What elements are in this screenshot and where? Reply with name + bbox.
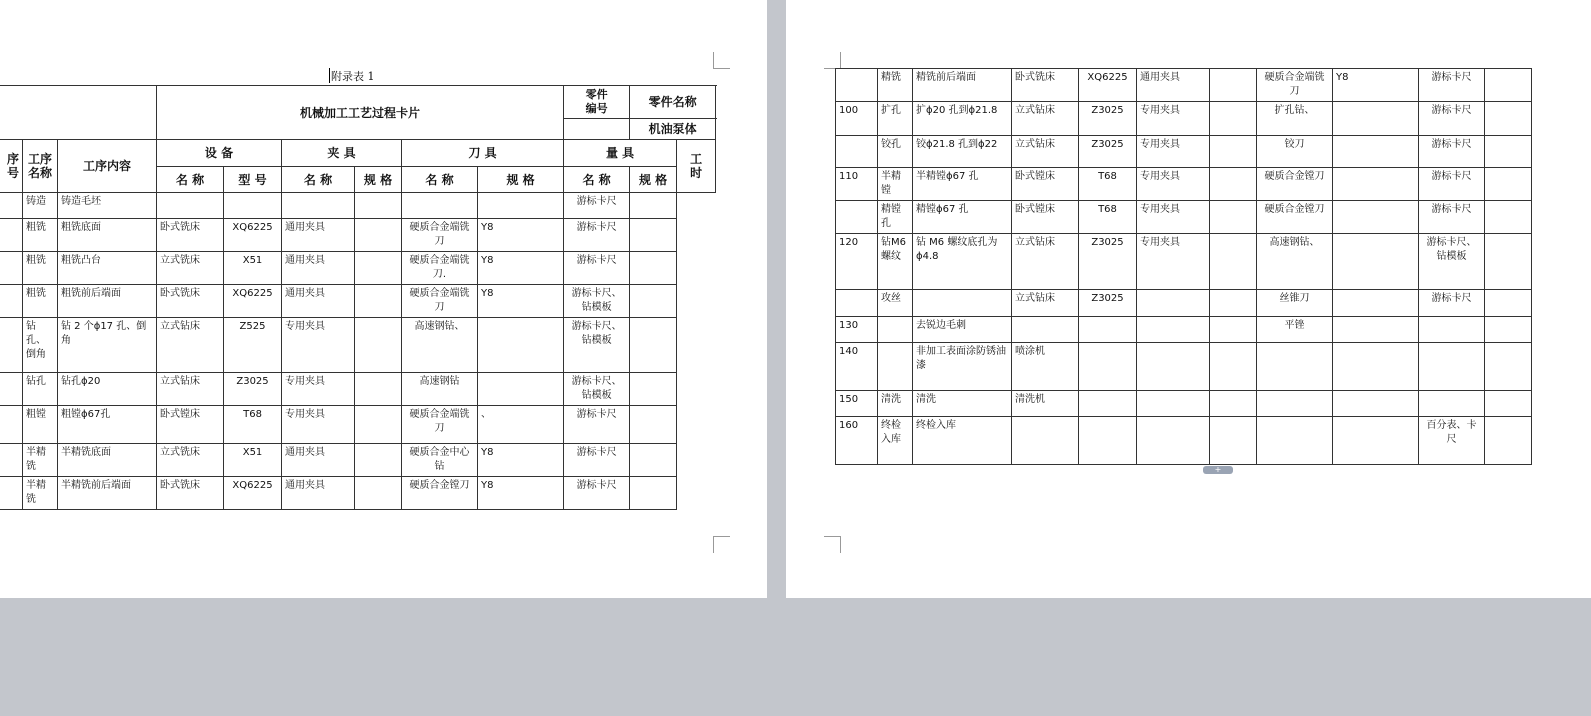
- cell-content: 非加工表面涂防锈油漆: [913, 343, 1012, 391]
- cell-time: [630, 406, 677, 444]
- cell-gauge: 游标卡尺: [1419, 201, 1485, 234]
- cell-gauge: [1419, 317, 1485, 343]
- cell-model: Z525: [224, 318, 282, 373]
- seq-label: 序 号: [0, 140, 23, 193]
- cell-tool: 硬质合金镗刀: [1257, 201, 1333, 234]
- cell-content: 粗铣凸台: [58, 252, 157, 285]
- cell-no: 100: [836, 102, 878, 136]
- cell-eq: 立式钻床: [157, 373, 224, 406]
- cell-eq: 喷涂机: [1012, 343, 1079, 391]
- cell-fx: 通用夹具: [282, 285, 355, 318]
- cell-content: 半精铣前后端面: [58, 477, 157, 510]
- corner-mark: [824, 52, 841, 69]
- table-row: [836, 317, 1591, 343]
- cell-time: [630, 444, 677, 477]
- cell-op: [878, 343, 913, 391]
- cell-content: 去锐边毛刺: [913, 317, 1012, 343]
- cell-no: [0, 252, 23, 285]
- cell-eq: 卧式铣床: [157, 477, 224, 510]
- cell-content: 清洗: [913, 391, 1012, 417]
- cell-tool: 扩孔钻、: [1257, 102, 1333, 136]
- cell-gauge: [1419, 343, 1485, 391]
- cell-fs: [355, 285, 402, 318]
- cell-fs: [355, 477, 402, 510]
- cell-op: 半精镗: [878, 168, 913, 201]
- cell-eq: 立式钻床: [1012, 234, 1079, 290]
- cell-no: [0, 219, 23, 252]
- table-row: [0, 406, 716, 444]
- cell-op: [878, 317, 913, 343]
- cell-eq: 立式钻床: [1012, 290, 1079, 317]
- cell-fx: 专用夹具: [282, 318, 355, 373]
- table-row: [836, 102, 1591, 136]
- cell-time: [630, 252, 677, 285]
- table-row: [836, 234, 1591, 290]
- cell-eq: 清洗机: [1012, 391, 1079, 417]
- table-row: [836, 168, 1591, 201]
- cell-eq: [1012, 317, 1079, 343]
- cell-no: 160: [836, 417, 878, 465]
- cell-fx: 专用夹具: [1137, 234, 1210, 290]
- cell-op: 扩孔: [878, 102, 913, 136]
- cell-time: [1485, 234, 1532, 290]
- table-row: [0, 373, 716, 406]
- cell-fs: [355, 444, 402, 477]
- equipment-name-label: 名 称: [157, 167, 224, 193]
- table-row: [836, 69, 1591, 102]
- cell-no: [0, 477, 23, 510]
- equipment-label: 设 备: [157, 140, 282, 167]
- cell-op: 钻孔、倒角: [23, 318, 58, 373]
- cell-tool: 高速钢钻: [402, 373, 478, 406]
- cell-fs: [1210, 343, 1257, 391]
- cell-content: 钻 2 个ϕ17 孔、倒角: [58, 318, 157, 373]
- cell-eq: 立式铣床: [157, 444, 224, 477]
- cell-fx: [1137, 290, 1210, 317]
- cell-eq: 卧式镗床: [157, 406, 224, 444]
- cell-fx: 通用夹具: [282, 219, 355, 252]
- table-row: [836, 290, 1591, 317]
- process-card-table-left: [0, 85, 716, 510]
- equipment-model-label: 型 号: [224, 167, 282, 193]
- cell-op: 粗铣: [23, 219, 58, 252]
- cell-no: [0, 318, 23, 373]
- document-page-left[interactable]: [0, 0, 767, 598]
- cell-time: [1485, 343, 1532, 391]
- cell-no: 110: [836, 168, 878, 201]
- cell-gauge: [1419, 391, 1485, 417]
- tool-name-label: 名 称: [402, 167, 478, 193]
- cell-eq: 卧式铣床: [157, 285, 224, 318]
- cell-fx: 通用夹具: [282, 252, 355, 285]
- cell-ts: [1333, 102, 1419, 136]
- cell-tool: 硬质合金镗刀: [402, 477, 478, 510]
- cell-gauge: 游标卡尺: [564, 252, 630, 285]
- cell-fx: 专用夹具: [1137, 102, 1210, 136]
- cell-op: 清洗: [878, 391, 913, 417]
- table-row: [836, 417, 1591, 465]
- cell-fx: [1137, 417, 1210, 465]
- table-row: [836, 136, 1591, 168]
- cell-no: [836, 136, 878, 168]
- cell-model: Z3025: [1079, 290, 1137, 317]
- cell-ts: [478, 318, 564, 373]
- table-row: [0, 477, 716, 510]
- proc-content-label: 工序内容: [58, 140, 157, 193]
- cell-op: 半精铣: [23, 477, 58, 510]
- cell-no: 150: [836, 391, 878, 417]
- cell-ts: [1333, 343, 1419, 391]
- cell-fs: [1210, 136, 1257, 168]
- cell-time: [630, 477, 677, 510]
- cell-no: [836, 69, 878, 102]
- fixture-label: 夹 具: [282, 140, 402, 167]
- cell-tool: [1257, 417, 1333, 465]
- cell-model: X51: [224, 252, 282, 285]
- tool-label: 刀 具: [402, 140, 564, 167]
- cell-fs: [1210, 290, 1257, 317]
- cell-ts: Y8: [478, 285, 564, 318]
- corner-mark: [713, 536, 730, 553]
- cell-fx: 专用夹具: [282, 406, 355, 444]
- cell-fx: [1137, 317, 1210, 343]
- cell-time: [630, 219, 677, 252]
- cell-content: 终检入库: [913, 417, 1012, 465]
- cell-fs: [1210, 69, 1257, 102]
- cell-fs: [355, 252, 402, 285]
- cell-gauge: 游标卡尺: [564, 444, 630, 477]
- cell-eq: [157, 193, 224, 219]
- cell-no: [0, 193, 23, 219]
- corner-mark: [713, 52, 730, 69]
- time-label: 工 时: [677, 140, 716, 193]
- cell-tool: 硬质合金端铣刀: [402, 285, 478, 318]
- cell-no: [836, 201, 878, 234]
- gauge-label: 量 具: [564, 140, 677, 167]
- cell-no: 130: [836, 317, 878, 343]
- fixture-name-label: 名 称: [282, 167, 355, 193]
- cell-time: [1485, 102, 1532, 136]
- cell-op: 攻丝: [878, 290, 913, 317]
- cell-ts: Y8: [478, 219, 564, 252]
- cell-tool: 硬质合金端铣刀: [1257, 69, 1333, 102]
- cell-time: [1485, 69, 1532, 102]
- cell-time: [630, 285, 677, 318]
- cell-time: [1485, 391, 1532, 417]
- cell-fs: [1210, 234, 1257, 290]
- cell-time: [630, 373, 677, 406]
- cell-model: Z3025: [224, 373, 282, 406]
- cell-gauge: 百分表、卡尺: [1419, 417, 1485, 465]
- cell-ts: 、: [478, 406, 564, 444]
- cell-eq: 卧式镗床: [1012, 201, 1079, 234]
- cell-content: 粗镗ϕ67孔: [58, 406, 157, 444]
- cell-no: [0, 373, 23, 406]
- cell-gauge: 游标卡尺: [1419, 290, 1485, 317]
- cell-op: 粗铣: [23, 285, 58, 318]
- cell-fx: [282, 193, 355, 219]
- cell-eq: 卧式铣床: [157, 219, 224, 252]
- cell-fs: [1210, 201, 1257, 234]
- table-resize-handle[interactable]: +: [1203, 466, 1233, 474]
- cell-model: Z3025: [1079, 102, 1137, 136]
- cell-content: 钻 M6 螺纹底孔为ϕ4.8: [913, 234, 1012, 290]
- cell-ts: [1333, 417, 1419, 465]
- cell-tool: 高速钢钻、: [1257, 234, 1333, 290]
- cell-time: [1485, 417, 1532, 465]
- cell-time: [1485, 136, 1532, 168]
- cell-fx: 专用夹具: [1137, 201, 1210, 234]
- cell-model: [1079, 391, 1137, 417]
- cell-gauge: 游标卡尺: [1419, 136, 1485, 168]
- fixture-spec-label: 规 格: [355, 167, 402, 193]
- cell-op: 钻M6螺纹: [878, 234, 913, 290]
- cell-gauge: 游标卡尺、钻模板: [564, 285, 630, 318]
- cell-gauge: 游标卡尺: [564, 193, 630, 219]
- cell-no: [0, 444, 23, 477]
- cell-content: 半精镗ϕ67 孔: [913, 168, 1012, 201]
- tool-spec-label: 规 格: [478, 167, 564, 193]
- cell-content: 粗铣前后端面: [58, 285, 157, 318]
- cell-fx: 通用夹具: [282, 477, 355, 510]
- cell-model: Z3025: [1079, 234, 1137, 290]
- cell-ts: [1333, 391, 1419, 417]
- cell-model: [224, 193, 282, 219]
- cell-tool: [1257, 391, 1333, 417]
- cell-fs: [1210, 417, 1257, 465]
- cell-fs: [1210, 168, 1257, 201]
- gauge-spec-label: 规 格: [630, 167, 677, 193]
- cell-fs: [355, 406, 402, 444]
- table-row: [0, 285, 716, 318]
- part-no-value: [564, 119, 630, 140]
- cell-fs: [1210, 317, 1257, 343]
- cell-ts: Y8: [478, 477, 564, 510]
- cell-tool: 硬质合金镗刀: [1257, 168, 1333, 201]
- cell-fx: 专用夹具: [1137, 168, 1210, 201]
- cell-op: 铰孔: [878, 136, 913, 168]
- cell-fs: [355, 318, 402, 373]
- cell-model: T68: [1079, 168, 1137, 201]
- cell-content: 粗铣底面: [58, 219, 157, 252]
- cell-model: XQ6225: [224, 285, 282, 318]
- cell-ts: Y8: [1333, 69, 1419, 102]
- table-row: [0, 318, 716, 373]
- cell-model: Z3025: [1079, 136, 1137, 168]
- cell-op: 精铣: [878, 69, 913, 102]
- cell-ts: Y8: [478, 252, 564, 285]
- cell-model: XQ6225: [224, 219, 282, 252]
- cell-tool: 铰刀: [1257, 136, 1333, 168]
- text-cursor: [329, 68, 330, 83]
- cell-ts: [478, 193, 564, 219]
- cell-ts: [1333, 136, 1419, 168]
- cell-gauge: 游标卡尺: [1419, 168, 1485, 201]
- cell-fs: [1210, 102, 1257, 136]
- cell-model: XQ6225: [1079, 69, 1137, 102]
- cell-gauge: 游标卡尺: [564, 477, 630, 510]
- cell-ts: [1333, 317, 1419, 343]
- cell-fx: 专用夹具: [282, 373, 355, 406]
- cell-content: 扩ϕ20 孔到ϕ21.8: [913, 102, 1012, 136]
- cell-no: 140: [836, 343, 878, 391]
- cell-fx: [1137, 343, 1210, 391]
- part-name-value: 机油泵体: [630, 119, 716, 140]
- cell-tool: 平锉: [1257, 317, 1333, 343]
- cell-ts: [478, 373, 564, 406]
- cell-tool: 硬质合金中心钻: [402, 444, 478, 477]
- cell-tool: 硬质合金端铣刀.: [402, 252, 478, 285]
- cell-gauge: 游标卡尺: [1419, 102, 1485, 136]
- cell-no: 120: [836, 234, 878, 290]
- cell-tool: 硬质合金端铣刀: [402, 406, 478, 444]
- cell-content: 半精铣底面: [58, 444, 157, 477]
- part-no-label: 零件 编号: [564, 86, 630, 119]
- cell-tool: 高速钢钻、: [402, 318, 478, 373]
- cell-ts: [1333, 234, 1419, 290]
- table-row: [836, 343, 1591, 391]
- cell-eq: 立式铣床: [157, 252, 224, 285]
- cell-time: [1485, 168, 1532, 201]
- cell-fs: [355, 193, 402, 219]
- cell-eq: 卧式铣床: [1012, 69, 1079, 102]
- process-card-table-right: [835, 68, 1591, 465]
- cell-op: 半精铣: [23, 444, 58, 477]
- cell-time: [1485, 317, 1532, 343]
- cell-content: [913, 290, 1012, 317]
- cell-tool: [402, 193, 478, 219]
- table-row: [0, 193, 716, 219]
- cell-time: [630, 193, 677, 219]
- table-caption: 附录表 1: [331, 70, 375, 83]
- cell-no: [836, 290, 878, 317]
- cell-gauge: 游标卡尺: [564, 219, 630, 252]
- cell-tool: 硬质合金端铣刀: [402, 219, 478, 252]
- table-row: [836, 201, 1591, 234]
- table-row: [0, 444, 716, 477]
- cell-op: 终检入库: [878, 417, 913, 465]
- cell-fs: [355, 373, 402, 406]
- cell-content: 钻孔ϕ20: [58, 373, 157, 406]
- cell-eq: 立式钻床: [1012, 136, 1079, 168]
- cell-content: 精镗ϕ67 孔: [913, 201, 1012, 234]
- cell-gauge: 游标卡尺: [564, 406, 630, 444]
- cell-fx: 专用夹具: [1137, 136, 1210, 168]
- cell-model: [1079, 317, 1137, 343]
- cell-fs: [1210, 391, 1257, 417]
- cell-model: [1079, 417, 1137, 465]
- cell-op: 粗铣: [23, 252, 58, 285]
- cell-fx: 通用夹具: [1137, 69, 1210, 102]
- cell-tool: 丝锥刀: [1257, 290, 1333, 317]
- cell-ts: [1333, 201, 1419, 234]
- cell-gauge: 游标卡尺、钻模板: [564, 318, 630, 373]
- cell-op: 精镗孔: [878, 201, 913, 234]
- cell-model: XQ6225: [224, 477, 282, 510]
- cell-model: X51: [224, 444, 282, 477]
- cell-ts: Y8: [478, 444, 564, 477]
- cell-eq: 卧式镗床: [1012, 168, 1079, 201]
- cell-model: T68: [224, 406, 282, 444]
- cell-time: [1485, 290, 1532, 317]
- cell-no: [0, 406, 23, 444]
- cell-eq: 立式钻床: [1012, 102, 1079, 136]
- cell-fx: [1137, 391, 1210, 417]
- cell-fs: [355, 219, 402, 252]
- document-page-right[interactable]: [786, 0, 1591, 598]
- table-row: [836, 391, 1591, 417]
- header-blank: [0, 86, 157, 140]
- table-row: [0, 252, 716, 285]
- cell-op: 钻孔: [23, 373, 58, 406]
- cell-ts: [1333, 168, 1419, 201]
- cell-tool: [1257, 343, 1333, 391]
- part-name-label: 零件名称: [630, 86, 716, 119]
- cell-content: 精铣前后端面: [913, 69, 1012, 102]
- cell-eq: [1012, 417, 1079, 465]
- cell-model: [1079, 343, 1137, 391]
- cell-time: [1485, 201, 1532, 234]
- card-title: 机械加工工艺过程卡片: [157, 86, 564, 140]
- cell-model: T68: [1079, 201, 1137, 234]
- corner-mark: [824, 536, 841, 553]
- cell-time: [630, 318, 677, 373]
- cell-op: 铸造: [23, 193, 58, 219]
- cell-gauge: 游标卡尺: [1419, 69, 1485, 102]
- cell-gauge: 游标卡尺、钻模板: [1419, 234, 1485, 290]
- cell-content: 铰ϕ21.8 孔到ϕ22: [913, 136, 1012, 168]
- proc-name-label: 工序 名称: [23, 140, 58, 193]
- cell-ts: [1333, 290, 1419, 317]
- gauge-name-label: 名 称: [564, 167, 630, 193]
- cell-content: 铸造毛坯: [58, 193, 157, 219]
- cell-op: 粗镗: [23, 406, 58, 444]
- cell-gauge: 游标卡尺、钻模板: [564, 373, 630, 406]
- cell-fx: 通用夹具: [282, 444, 355, 477]
- table-row: [0, 219, 716, 252]
- cell-eq: 立式钻床: [157, 318, 224, 373]
- cell-no: [0, 285, 23, 318]
